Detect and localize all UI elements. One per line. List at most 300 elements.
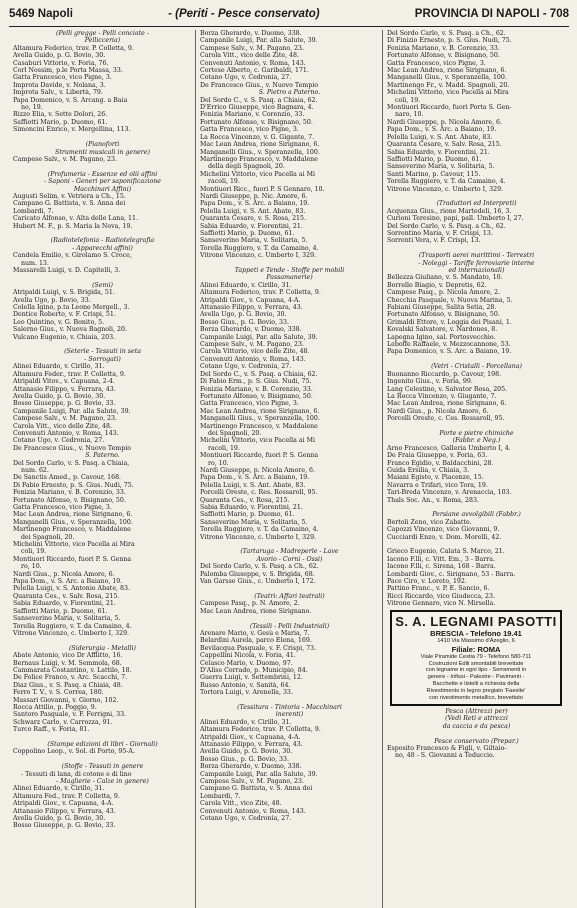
- directory-entry: Sanseverino Maria, v. Solitaria, 5.: [13, 615, 121, 623]
- directory-entry: Borrello Biagio, v. Depretis, 62.: [387, 281, 487, 289]
- directory-entry: Gatta Francesco, vico Pigne, 3.: [200, 400, 299, 408]
- section-gap: [12, 341, 192, 348]
- directory-entry: Van Garsse Gius., c. Umberto I, 172.: [200, 578, 316, 586]
- directory-entry: Salerno Gius., v. Nuova Bagnoli, 20.: [13, 326, 127, 334]
- directory-entry: Corl Nossim, p.le Porta Massa, 33.: [13, 67, 123, 75]
- directory-entry: Sorrentino Maria, v. F. Crispi, 13.: [387, 229, 493, 237]
- directory-entry: Simoncini Enrico, v. Mergellina, 113.: [13, 126, 131, 134]
- directory-entry: Maiani Egisto, v. Piacenze, 15.: [387, 474, 484, 482]
- directory-entry: Mac Lean Andrea, rione Sirignano, 6.: [387, 400, 507, 408]
- section-gap: [386, 730, 566, 737]
- directory-entry: Quaranta Cesare, v. Salv. Rosa, 215.: [387, 141, 502, 149]
- section-gap: [12, 734, 192, 741]
- directory-entry: Altamura Fed., trav. P. Colletta, 9.: [13, 792, 120, 800]
- directory-entry: Santi Marino, p. Cavour, 115.: [387, 170, 481, 178]
- directory-entry: Pelella Luigi, v. S. Ant. Abate, 83.: [200, 207, 306, 215]
- directory-entry: Buonanno Riccardo, p. Cavour, 198.: [387, 370, 502, 378]
- directory-entry: Attanasio Filippo, v. Ferrara, 43.: [200, 304, 303, 312]
- category-heading: (Fabbr. e Neg.): [452, 437, 501, 445]
- directory-entry: Carola Vitt., vico delle Zite, 48.: [200, 52, 299, 60]
- directory-entry: De Francesco Gius., v. Nuovo Tempio: [13, 444, 131, 452]
- directory-entry: Atripaldi Giov., v. Capuana, 4-A.: [13, 800, 114, 808]
- directory-entry: Atripaldi Giov., v. Capuana, 4-A.: [200, 296, 301, 304]
- directory-entry: Attanasio Filippo, v. Ferrara, 43.: [13, 807, 116, 815]
- category-heading: - Maglierie - Calze in genere): [56, 778, 149, 786]
- directory-entry: Sanseverino Maria, v. Solitaria, 5.: [387, 163, 495, 171]
- directory-entry: Martinengo Francesco, v. Maddalene: [13, 526, 131, 534]
- directory-entry: Bernaus Luigi, v. M. Semmola, 68.: [13, 659, 122, 667]
- directory-entry: Campese Salv., v. M. Pagano, 23.: [200, 44, 304, 52]
- directory-entry: Avella Ugo, p. G. Bovio, 30.: [200, 311, 287, 319]
- section-gap: [386, 193, 566, 200]
- directory-entry: Casaburi Vittorio, v. Foria, 76.: [13, 59, 109, 67]
- directory-entry: Nardi Giuseppe, p. Nicola Amore, 6.: [200, 466, 316, 474]
- directory-entry: Montiuori Riccardo, fuori Porta S. Gen-: [387, 104, 512, 112]
- directory-entry: Alinei Eduardo, v. Cirillo, 31.: [200, 281, 292, 289]
- entry-continuation: della degli Spagnoli, 20.: [208, 163, 285, 171]
- directory-entry: Porcelli Oreste, c. Res. Rossaroll, 95.: [200, 489, 318, 497]
- section-gap: [386, 356, 566, 363]
- entry-continuation: no, 19.: [21, 104, 43, 112]
- ad-text-line: con legname in ogni tipo - Serramenti in: [425, 667, 527, 674]
- entry-continuation: - Tessuti di lana, di cotone e di lino: [21, 770, 132, 778]
- directory-entry: Quaranta Cesare, v. S. Rosa, 215.: [200, 215, 306, 223]
- directory-entry: Cammarata Costantino, v. Lattilo, 18.: [13, 666, 132, 674]
- directory-entry: Thals Soc. An., v. Roma, 283.: [387, 496, 479, 504]
- category-heading: - Sorrogati): [84, 355, 121, 363]
- directory-entry: Kovalski Salvatore, v. Nardones, 8.: [387, 326, 498, 334]
- directory-entry: Ferro T. V., v. S. Correa, 180.: [13, 689, 104, 697]
- directory-entry: Acquenza Gius., rione Martedeli, 16, 3.: [387, 207, 512, 215]
- category-heading: Strumenti musicali in genere): [55, 148, 150, 156]
- directory-entry: Mac Lean Andrea, rione Sirignano, 6.: [200, 141, 320, 149]
- directory-entry: Atripaldi Vitov., v. Capuana, 2-4.: [13, 378, 115, 386]
- directory-entry: Carola Vitt., vico delle Zite, 48.: [13, 422, 112, 430]
- directory-entry: Campano G. Battista, v. S. Anna dei: [13, 200, 126, 208]
- directory-entry: Altamura Federico, trav. P. Colletta, 9.: [200, 726, 321, 734]
- directory-entry: Caricato Alfonso, v. Alta delle Lana, 11.: [13, 215, 138, 223]
- ad-text-line: Bacchette e listelli a richiesta della: [432, 681, 520, 688]
- directory-entry: Santoro Pasquale, v. F. Ferrigni, 33.: [13, 711, 127, 719]
- directory-entry: Bosso Giuseppe, p. G. Bovio, 33.: [13, 822, 116, 830]
- directory-entry: Papa Dom., v. S. Arc. a Baiano, 19.: [200, 474, 310, 482]
- directory-entry: Martinengo Fr., v. Madd. Spagnoli, 20.: [387, 81, 510, 89]
- directory-entry: Sabia Eduardo, v. Fiorentini, 21.: [13, 600, 116, 608]
- directory-entry: Dentice Roberto, v. F. Crispi, 51.: [13, 311, 116, 319]
- directory-entry: Convenuti Antonio, v. Roma, 143.: [13, 429, 119, 437]
- directory-entry: Nardi Giuseppe, p. Nic. Amore, 6.: [200, 192, 308, 200]
- directory-entry: Iacono F.lli, c. Vitt. Em., 3 - Barra.: [387, 555, 495, 563]
- section-gap: [199, 585, 379, 592]
- directory-entry: Campanile Luigi, Par. alla Salute, 39.: [13, 407, 131, 415]
- directory-entry: Vitrone Vincenzo, c. Umberto I, 329.: [387, 185, 504, 193]
- directory-entry: Lang Celestino, v. Salvator Rosa, 205.: [387, 385, 508, 393]
- category-heading: (Radiotelefonia - Radiotelegrafia: [50, 237, 155, 245]
- directory-entry: Avella Guido, p. G. Bovio, 30.: [13, 392, 106, 400]
- directory-entry: Campese Salv., v. M. Pagano, 23.: [13, 155, 117, 163]
- category-heading: inerenti): [275, 711, 304, 719]
- section-gap: [12, 756, 192, 763]
- section-gap: [199, 260, 379, 267]
- category-heading: (Tessili - Pelli Industriali): [249, 622, 330, 630]
- section-gap: [199, 541, 379, 548]
- directory-column-1: [9, 30, 195, 908]
- directory-entry: Campano G. Battista, v. S. Anna dei: [200, 785, 313, 793]
- directory-entry: Bosso Giuseppe, p. G. Bovio, 33.: [13, 400, 116, 408]
- directory-entry: Borza Gherardo, v. Duomo, 338.: [200, 30, 302, 37]
- ad-address: 1410 Via Massimo d'Azeglio, 6: [437, 637, 515, 644]
- directory-entry: Avella Ugo, p. Bovio, 33.: [13, 296, 91, 304]
- directory-entry: Lombardi Giov., c. Sirignano, 53 - Barra.: [387, 570, 516, 578]
- directory-entry: Saffiotti Mario, p. Duomo, 61.: [200, 229, 295, 237]
- directory-entry: Manganelli Gius., v. Speranzella, 100.: [200, 148, 320, 156]
- directory-entry: Augusti Selim, v. Vetriera a Ch., 15.: [13, 192, 126, 200]
- directory-entry: Campese Salv., v. M. Pagano, 23.: [200, 341, 304, 349]
- entry-continuation: coli, 19.: [395, 96, 421, 104]
- ad-branch: Filiale: ROMA: [451, 644, 501, 654]
- directory-entry: Sanseverino Maria, v. Solitaria, 5.: [200, 237, 308, 245]
- province-page-number: PROVINCIA DI NAPOLI - 708: [414, 8, 569, 20]
- directory-entry: Di Fabio Erm., p. S. Gius. Nudi, 75.: [200, 378, 312, 386]
- category-heading: Macchinari Affini): [73, 185, 132, 193]
- directory-column-3: [382, 30, 569, 908]
- category-heading: (Stampe edizioni di libri - Giornali): [47, 741, 158, 748]
- directory-entry: Schwarz Carlo, v. Carrozza, 91.: [13, 718, 113, 726]
- category-heading: (Siderurgia - Metalli): [68, 644, 136, 652]
- directory-entry: Michelini Vittorio, vico Pacella ai Mi: [200, 170, 315, 178]
- directory-entry: Altamura Feder., trav. P. Colletta, 9.: [13, 370, 126, 378]
- directory-entry: Lapegna Igino, sal. Portosvecchio.: [387, 333, 496, 341]
- advertisement-box: [390, 610, 562, 706]
- category-heading: (Vedi Reti e attrezzi: [445, 715, 508, 723]
- directory-entry: Campanile Luigi, Par. alla Salute, 39.: [200, 37, 318, 45]
- directory-entry: Iacono F.lli, c. Sirena, 168 - Barra.: [387, 563, 496, 571]
- directory-entry: Vitrone Vincenzo, c. Umberto I, 329.: [200, 533, 317, 541]
- directory-entry: La Rocca Vincenzo, v. G. Gigante, 7.: [200, 133, 315, 141]
- ad-company-name: S. A. LEGNAMI PASOTTI: [395, 613, 557, 629]
- directory-entry: Di Fabio Ernesto, p. S. Gius. Nudi, 75.: [13, 481, 134, 489]
- directory-entry: Manganelli Gius., v. Speranzella, 100.: [13, 518, 133, 526]
- category-heading: (Profumeria - Essenze ed olii affini: [47, 170, 158, 178]
- directory-entry: Cappellini Nicola, v. Foria, 41.: [200, 652, 296, 660]
- directory-entry: D'Alise Corrado, p. Municipio, 84.: [200, 666, 308, 674]
- ad-text-line: Costruzioni Edili smontabili brevettate: [428, 660, 524, 667]
- directory-entry: Sabia Eduardo, v. Fiorentini, 21.: [200, 222, 303, 230]
- category-heading: (Tessitura - Tintoria - Macchinari: [237, 703, 342, 711]
- directory-entry: Pattino Franc., v. P. E. Sancio, 6.: [387, 585, 490, 593]
- directory-entry: Guida Ersilia, v. Chiaia, 3.: [387, 466, 470, 474]
- directory-entry: Martinengo Francesco, v. Maddalene: [200, 422, 318, 430]
- directory-entry: Alinei Eduardo, v. Cirillo, 31.: [13, 785, 105, 793]
- section-gap: [386, 245, 566, 252]
- directory-entry: Vulcano Eugenio, v. Chiaia, 203.: [13, 333, 116, 341]
- directory-entry: Esposito Francesco & Figli, v. Giltaio-: [387, 744, 507, 752]
- directory-entry: Arno Francesco, Galleria Umberto I, 4.: [387, 444, 511, 452]
- directory-entry: Campese Salv., v. M. Pagano, 23.: [13, 415, 117, 423]
- directory-entry: Montiuori Riccardo, fuori P. S. Genna: [13, 555, 132, 563]
- directory-entry: Turco Raff., v. Foria, 81.: [13, 726, 90, 734]
- directory-entry: Carola Vitt., vico Zite, 48.: [200, 800, 282, 808]
- category-heading: (Tartaruga - Madreperle - Lave: [240, 548, 339, 556]
- section-gap: [199, 615, 379, 622]
- directory-entry: Montiuori Ricc., fuori P. S Gennaro, 10.: [200, 185, 325, 193]
- directory-column-2: [195, 30, 382, 908]
- directory-entry: Grimaldi Ettore, v. Loggia dei Pisani, 1.: [387, 318, 512, 326]
- directory-entry: Leboffe Raffaele, v. Mezzocannone, 53.: [387, 341, 511, 349]
- directory-entry: Nardi Giuseppe, p. Nicola Amore, 6.: [387, 118, 503, 126]
- directory-columns: [9, 30, 569, 908]
- directory-entry: Altamura Federico, trav. P. Colletta, 9.: [200, 289, 321, 297]
- category-heading: S. Pietro a Paterno.: [258, 89, 321, 97]
- directory-entry: Avella Guido, p. G. Bovio, 30.: [200, 748, 293, 756]
- directory-entry: Improta Salv., v. Libertà, 79.: [13, 89, 103, 97]
- directory-entry: Cortese Alberto, c. Garibaldi, 171.: [200, 67, 309, 75]
- page-header: [9, 8, 569, 27]
- directory-entry: Pelella Luigi, v. S. Antonio Abate, 83.: [13, 585, 130, 593]
- directory-entry: Papa Dom., v. S. Arc. a Baiano, 19.: [387, 126, 497, 134]
- directory-entry: Cotano Ugo, v. Cedronia, 27.: [200, 74, 292, 82]
- category-heading: - Apparecchi affini): [72, 244, 133, 252]
- section-gap: [12, 163, 192, 170]
- directory-entry: Cucciardi Enzo, v. Dom. Morelli, 42.: [387, 533, 502, 541]
- directory-entry: Michelini Vittorio, vico Pacella ai Mi: [200, 437, 315, 445]
- ad-branch-address: Viale Piramide Cestia 79 - Telefono 580-711: [420, 653, 532, 660]
- directory-entry: Del Sordo Carlo, v. S. Pasq. a Ch., 62.: [200, 563, 319, 571]
- category-heading: (Trasporti aerei marittimi - Terrestri: [418, 252, 535, 260]
- directory-entry: Navarra e Trifari, vico Tora, 19.: [387, 481, 488, 489]
- directory-entry: Mac Lean Andrea, rione Sirignano.: [200, 607, 312, 615]
- directory-entry: Rocca Attilio, p. Poggio, 9.: [13, 703, 97, 711]
- directory-entry: Alinei Eduardo, v. Cirillo, 31.: [200, 718, 292, 726]
- directory-entry: Campese Pasq., p. N. Amore, 2.: [200, 600, 300, 608]
- section-gap: [12, 274, 192, 281]
- category-heading: Pesca (Attrezzi per): [445, 707, 508, 715]
- directory-entry: Tortora Luigi, v. Arenella, 33.: [200, 689, 293, 697]
- ad-text-line: genere - Infissi - Palestre - Pavimenti -: [427, 674, 525, 681]
- directory-entry: Borza Gherardo, v. Duomo, 338.: [200, 326, 302, 334]
- directory-entry: Massarelli Luigi, v. D. Capitelli, 3.: [13, 267, 121, 274]
- entry-continuation: racoli, 19.: [208, 444, 240, 452]
- directory-entry: Saffiotti Mario, p. Duomo, 61.: [13, 607, 108, 615]
- directory-entry: Capozzi Vincenzo, vico Giovanni, 9.: [387, 526, 500, 534]
- directory-entry: Abate Antonio, vico Dr Afflitto, 16.: [13, 652, 123, 660]
- directory-entry: Del Sordo Carlo, v. S. Pasq. a Ch., 62.: [387, 30, 506, 37]
- directory-entry: Del Sordo Carlo, v. S. Pasq. a Ch., 62.: [387, 222, 506, 230]
- entry-continuation: num. 62.: [21, 466, 49, 474]
- section-gap: [12, 637, 192, 644]
- directory-entry: Fortunato Alfonso, v. Bisignano, 50.: [387, 52, 500, 60]
- directory-entry: Celasco Mario, v. Duomo, 97.: [200, 659, 293, 667]
- directory-entry: Bosso Gius., p. G. Bovio, 33.: [200, 318, 289, 326]
- directory-entry: Fenizia Mariano, v. B. Corenzio, 33.: [13, 489, 126, 497]
- directory-entry: Fortunato Alfonso, v. Bisignano, 50.: [200, 392, 313, 400]
- section-gap: [12, 230, 192, 237]
- directory-entry: Fortunato Alfonso, v. Bisignano, 50.: [387, 311, 500, 319]
- directory-entry: Martinengo Francesco, v. Maddalene: [200, 155, 318, 163]
- directory-entry: Papa Domenico, v. S. Arcang. a Baia: [13, 96, 128, 104]
- directory-entry: Pelella Luigi, v. S. Ant. Abate, 83.: [200, 481, 306, 489]
- directory-entry: Fenizia Mariano, v. Corenzio, 33.: [200, 111, 305, 119]
- directory-entry: Gatta Francesco, vico Pigne, 3.: [200, 126, 299, 134]
- entry-continuation: ro, 10.: [21, 563, 42, 571]
- category-heading: ed internazionali): [448, 267, 505, 274]
- directory-entry: Di Finizio Ernesto, p. S. Gius. Nudi, 75.: [387, 37, 512, 45]
- section-title: - (Periti - Pesce conservato): [168, 8, 320, 20]
- directory-entry: Attanasio Filippo, v. Ferrara, 43.: [13, 385, 116, 393]
- directory-entry: Lombardi, 7.: [13, 207, 54, 215]
- section-gap: [12, 134, 192, 141]
- directory-entry: Campanile Luigi, Par. alla Salute, 39.: [200, 770, 318, 778]
- directory-entry: Sorrenti Vera, v. F. Crispi, 13.: [387, 237, 481, 245]
- directory-entry: Sabia Eduardo, v. Fiorentini, 21.: [387, 148, 490, 156]
- directory-entry: Saffiotti Mario, p. Duomo, 61.: [13, 118, 108, 126]
- directory-entry: Hubert M. F., p. S. Maria la Nova, 19.: [13, 222, 133, 230]
- directory-entry: Torella Ruggiero, v. T. da Camaino, 4.: [13, 622, 132, 630]
- directory-entry: Bellezza Giuliano, v. S. Mandato, 10.: [387, 274, 503, 282]
- ad-city-phone: BRESCIA - Telefono 19.41: [430, 628, 522, 638]
- directory-entry: Coppolino Leop., v. Sol. di Porto, 95-A.: [13, 748, 135, 756]
- directory-entry: Borza Gherardo, v. Duomo, 338.: [200, 763, 302, 771]
- directory-entry: Massari Giovanni, v. Giorno, 102.: [13, 696, 119, 704]
- directory-entry: Russo Antonio, v. Sanità, 64.: [200, 681, 291, 689]
- directory-entry: Mac Lean Andrea, rione Sirignano, 6.: [13, 511, 133, 519]
- directory-entry: Convenuti Antonio, v. Roma, 143.: [200, 59, 306, 67]
- directory-entry: Candela Emilio, v. Girolamo S. Croce,: [13, 252, 132, 260]
- directory-entry: Checchia Pasquale, v. Nuova Marina, 5.: [387, 296, 513, 304]
- directory-entry: Franco Egidio, v. Baldacchini, 28.: [387, 459, 494, 467]
- directory-entry: Fenizia Mariano, v. B. Corenzio, 33.: [200, 385, 313, 393]
- entry-continuation: racoli, 19.: [208, 178, 240, 186]
- directory-entry: Campese Salv., v. M. Pagano, 23.: [200, 778, 304, 786]
- entry-continuation: dei Spagnoli, 20.: [208, 429, 262, 437]
- category-heading: (Pianoforti: [85, 141, 120, 149]
- directory-entry: Montiuori Riccardo, fuori P. S. Genna: [200, 452, 319, 460]
- directory-entry: Pace Ciro, v. Loreto, 192.: [387, 578, 467, 586]
- directory-entry: Cotano Ugo, v. Cedronia, 27.: [200, 815, 292, 823]
- category-heading: - Saponi - Generi per saponificazione: [44, 178, 161, 186]
- entry-continuation: dei Spagnoli, 20.: [21, 533, 75, 541]
- directory-entry: Improta Davide, v. Nolana, 3.: [13, 81, 106, 89]
- directory-entry: Altamura Federico, trav. P. Colletta, 9.: [13, 44, 134, 52]
- section-gap: [386, 541, 566, 548]
- category-heading: (Semi): [92, 281, 113, 289]
- entry-continuation: no, 48 - S. Giovanni a Teduccio.: [395, 752, 495, 760]
- directory-entry: Papa Dom., v. S. Arc. a Baiano, 19.: [200, 200, 310, 208]
- category-heading: Pellicceria): [84, 37, 121, 45]
- directory-entry: Gatta Francesco, vico Pigne, 3.: [13, 74, 112, 82]
- directory-entry: Guerra Luigi, v. Settembrini, 12.: [200, 674, 303, 682]
- directory-entry: Atripaldi Luigi, v. S. Brigida, 51.: [13, 289, 115, 297]
- directory-entry: Vitrone Gennaro, vico N. Mirsella.: [387, 600, 496, 608]
- directory-entry: Belardini Aurela, parco Elena, 169.: [200, 637, 312, 645]
- directory-entry: Convenuti Antonio, v. Roma, 143.: [200, 355, 306, 363]
- category-heading: - Noleggi - Tariffe ferroviarie interne: [418, 259, 535, 267]
- directory-entry: Rizzo Elia, v. Sette Dolori, 26.: [13, 111, 108, 119]
- directory-entry: Tari-Breda Vincenzo, v. Arenaccia, 103.: [387, 489, 512, 497]
- directory-entry: Quaranta Ces., v. Rosa, 215.: [200, 496, 290, 504]
- directory-entry: Papa Dom., v. S. Arc. a Baiano, 19.: [13, 578, 123, 586]
- directory-entry: Ricci Riccardo, vico Giudecca, 23.: [387, 592, 495, 600]
- category-heading: Tappeti e Tende - Stoffe per mobili: [234, 267, 345, 274]
- directory-entry: Cotano Ugo, v. Cedronia, 27.: [13, 437, 105, 445]
- ad-text-line: con rivestimento metallico, brevettato: [429, 695, 523, 702]
- directory-entry: Colella Igino, p.ta Leone Mergell., 3.: [13, 304, 130, 312]
- category-heading: (Traduttori ed Interpreti): [436, 200, 517, 208]
- directory-entry: Vitrone Vincenzo, c. Umberto I, 329.: [13, 629, 130, 637]
- directory-entry: Mac Lean Andrea, rione Sirignano, 6.: [387, 67, 507, 75]
- category-heading: Pesce conservato (Prepar.): [434, 737, 519, 745]
- directory-entry: Torella Ruggiero, v. T. da Camaino, 4.: [200, 526, 319, 534]
- directory-entry: Bosso Gius., p. G. Bovio, 33.: [200, 755, 289, 763]
- directory-entry: Saffiotti Mario, p. Duomo, 61.: [387, 155, 482, 163]
- directory-entry: De Sanctis Amed., p. Cavour, 168.: [13, 474, 122, 482]
- directory-entry: Convenuti Antonio, v. Roma, 143.: [200, 807, 306, 815]
- directory-entry: Fortunato Alfonso, v. Bisignano, 50.: [200, 118, 313, 126]
- directory-entry: Fortunato Alfonso, v. Bisignano, 50.: [13, 496, 126, 504]
- directory-entry: De Felice Franco, v. Arc. Scacchi, 7.: [13, 674, 128, 682]
- directory-entry: Papa Domenico, v. S. Arc. a Baiano, 19.: [387, 348, 512, 356]
- directory-entry: Avella Guido, p. G. Bovio, 30.: [13, 815, 106, 823]
- directory-entry: Attanasio Filippo, v. Ferrara, 43.: [200, 741, 303, 748]
- category-heading: Porte e pietre chimiche: [439, 429, 514, 437]
- directory-entry: Palomba Giuseppe, v. S. Brigida, 68.: [200, 570, 315, 578]
- directory-entry: Fenizia Mariano, v. B. Corenzio, 33.: [387, 44, 500, 52]
- directory-entry: Manganelli Gius., v. Speranzella, 100.: [387, 74, 507, 82]
- directory-entry: Mac Lean Andrea, rione Sirignano, 6.: [200, 407, 320, 415]
- directory-entry: Leo Quintino, v. G. Bonito, 5.: [13, 318, 105, 326]
- directory-entry: Grieco Eugenio, Calata S. Marco, 21.: [387, 548, 505, 556]
- directory-entry: De Francesco Gius., v. Nuovo Tempio: [200, 81, 318, 89]
- directory-entry: Porcelli Oreste, c. Ces. Rossaroll, 95.: [387, 415, 505, 423]
- directory-entry: Arenare Mario, v. Gesù e Maria, 7.: [200, 629, 310, 637]
- category-heading: Persiane avvolgibili (Fabbr.): [432, 511, 521, 519]
- directory-entry: Lombardi, 7.: [200, 792, 241, 800]
- entry-continuation: naro, 10.: [395, 111, 424, 119]
- category-heading: (Seterie - Tessuti in seta: [64, 348, 141, 356]
- category-heading: (Pelli gregge - Pelli conciate -: [56, 30, 149, 37]
- directory-entry: Torella Ruggiero, v. T. da Camaino, 4.: [200, 244, 319, 252]
- directory-entry: Nardi Gius., p. Nicola Amore, 6.: [13, 570, 115, 578]
- directory-entry: Sanseverino Maria, v. Solitaria, 5.: [200, 518, 308, 526]
- entry-continuation: num. 13.: [21, 259, 49, 267]
- directory-entry: D'Errico Giuseppe, vico Bagnara, 4.: [200, 104, 314, 112]
- directory-entry: Torella Ruggiero, v. T. da Camaino, 4.: [387, 178, 506, 186]
- directory-entry: Vitrone Vincenzo, c. Umberto I, 329.: [200, 252, 317, 260]
- category-heading: Passamanerie): [266, 274, 313, 282]
- ad-text-line: Rivestimento in legno pregiato 'Faesite': [426, 688, 526, 695]
- directory-entry: Saffiotti Mario, p. Duomo, 61.: [200, 511, 295, 519]
- directory-entry: Del Sordo Carlo, v. S. Pasq. a Chiaia,: [13, 459, 130, 467]
- directory-entry: Bevilacqua Pasquale, v. F. Crispi, 73.: [200, 644, 317, 652]
- directory-entry: Alinei Eduardo, v. Cirillo, 31.: [13, 363, 105, 371]
- category-heading: da caccia e da pesca): [442, 722, 511, 730]
- directory-entry: Gatta Francesco, vico Pigne, 3.: [13, 504, 112, 511]
- directory-entry: Nardi Gius., p. Nicola Amore, 6.: [387, 407, 489, 415]
- category-heading: Avorio - Corni - Ossi): [256, 555, 323, 563]
- category-heading: (Stoffe - Tessuti in genere: [61, 763, 144, 771]
- directory-entry: Cotano Ugo, v. Cedronia, 27.: [200, 363, 292, 371]
- entry-continuation: ro, 10.: [208, 459, 229, 467]
- directory-entry: La Rocca Vincenzo, v. Giugante, 7.: [387, 392, 497, 400]
- directory-entry: Del Sordo C., v. S. Pasq. a Chiaia, 62.: [200, 96, 318, 104]
- directory-entry: Michelini Vittorio, vico Pacella ai Mira: [13, 541, 135, 549]
- directory-entry: Diaz Gius., v. S. Pasq. a Chiaia, 48.: [13, 681, 123, 689]
- directory-entry: Sabia Eduardo, v. Fiorentini, 21.: [200, 504, 303, 511]
- directory-entry: Quaranta Ces., v. Salv. Rosa, 215.: [13, 592, 120, 600]
- directory-entry: Fabiani Giuseppe, Salita Setia, 28.: [387, 304, 497, 312]
- directory-entry: Campese Pasq., p. Nicola Amore, 2.: [387, 289, 501, 297]
- category-heading: (Vetri - Cristalli - Porcellana): [431, 363, 522, 371]
